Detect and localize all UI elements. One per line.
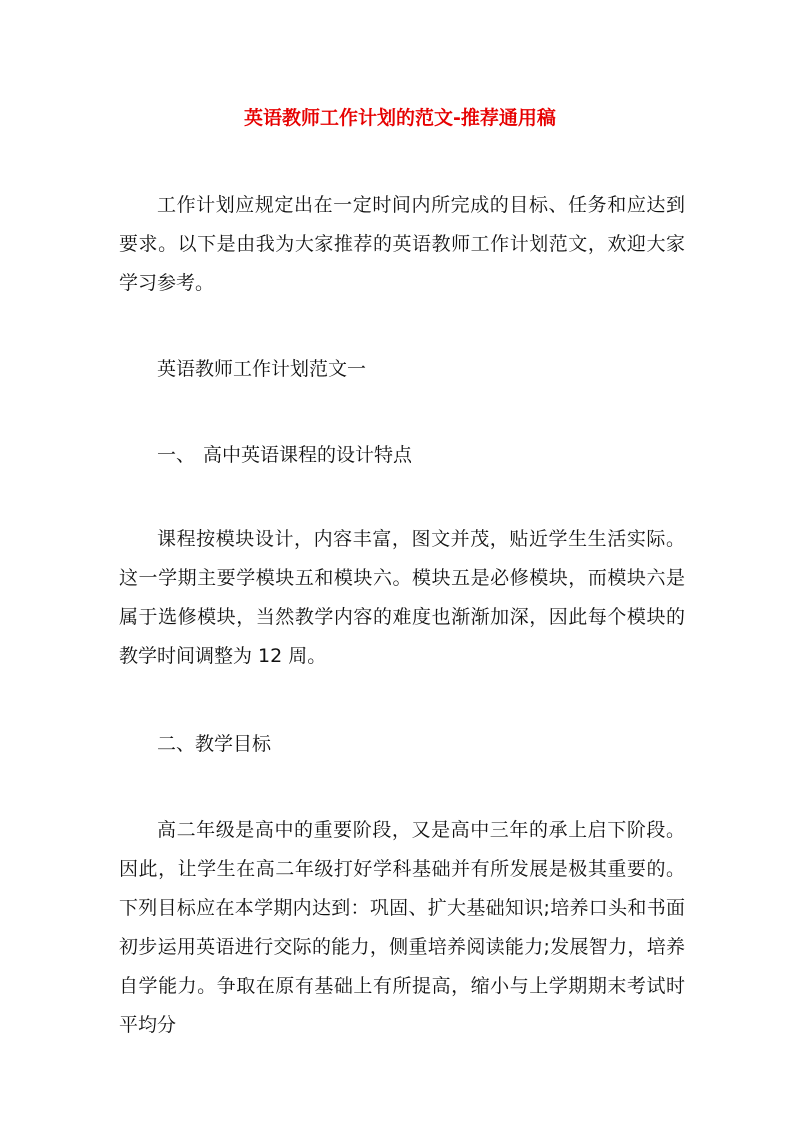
heading-one bbox=[119, 436, 685, 475]
document-title: 英语教师工作计划的范文-推荐通用稿 bbox=[244, 107, 556, 129]
body-paragraph-two: 高二年级是高中的重要阶段，又是高中三年的承上启下阶段。因此，让学生在高二年级打好学科基础并有所发展是极其重要的。下列目标应在本学期内达到：巩固、扩大基础知识;培养口头和书面初步运用英语进行交际的能力，侧重培养阅读能力;发展智力，培养自学能力。争取在原有基础上有所提高，缩小与上学期期末考试时平均分 bbox=[119, 819, 685, 1036]
heading-two: 二、教学目标 bbox=[157, 733, 272, 755]
body-paragraph-one: 课程按模块设计，内容丰富，图文并茂，贴近学生生活实际。这一学期主要学模块五和模块六。模块五是必修模块，而模块六是属于选修模块，当然教学内容的难度也渐渐加深，因此每个模块的教学时间调整为 12 周。 bbox=[119, 528, 685, 667]
intro-paragraph: 工作计划应规定出在一定时间内所完成的目标、任务和应达到要求。以下是由我为大家推荐的英语教师工作计划范文，欢迎大家学习参考。 bbox=[119, 194, 685, 294]
heading-one-number: 一、 bbox=[157, 444, 196, 466]
section-title: 英语教师工作计划范文一 bbox=[157, 358, 367, 380]
heading-one-text: 高中英语课程的设计特点 bbox=[203, 444, 413, 466]
